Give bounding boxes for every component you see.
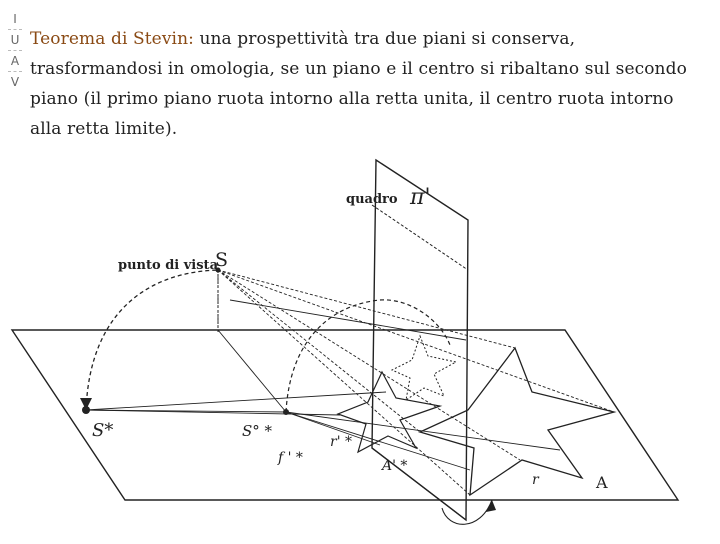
theorem-statement: una prospettività tra due piani si conserva, trasformandosi in omologia, se un piano e il centro si ribaltano sul secondo piano (il primo piano ruota intorno alla retta unita, il centro ruota intorno alla retta limite). (30, 29, 687, 139)
toolbar-item-2[interactable]: U (10, 33, 20, 47)
plane-rotation-arc (442, 500, 492, 524)
point-s-degree-star (283, 409, 289, 415)
toolbar-divider (8, 29, 22, 30)
label-pi: π' (410, 185, 431, 210)
vanishing-line (372, 205, 468, 270)
stevin-figure-drawing (0, 150, 720, 540)
toolbar-item-4[interactable]: V (10, 75, 20, 89)
side-toolbar (4, 10, 26, 91)
label-a-prime-star: A' * (382, 458, 408, 474)
horizontal-plane (12, 330, 678, 500)
label-s-star: S* (92, 420, 114, 441)
label-s-degree-star: S° * (242, 422, 273, 440)
toolbar-item-3[interactable]: A (10, 54, 20, 68)
label-f-star: f ' * (278, 450, 303, 466)
center-rotation-arc (286, 300, 450, 412)
viewpoint-rotation-arc (86, 270, 218, 410)
label-s: S (215, 249, 229, 271)
label-quadro: quadro (346, 192, 398, 207)
caption-text (30, 24, 690, 144)
toolbar-divider (8, 71, 22, 72)
toolbar-item-1[interactable]: I (13, 12, 17, 26)
point-s-star (82, 406, 90, 414)
stevin-figure (0, 150, 720, 540)
label-r-star: r' * (330, 434, 352, 450)
star-original (420, 348, 614, 495)
toolbar-divider (8, 50, 22, 51)
label-a: A (596, 473, 608, 492)
star-on-picture-plane (392, 336, 456, 400)
homology-rays (86, 300, 560, 470)
label-punto-di-vista: punto di vista (118, 258, 218, 273)
star-projected (338, 372, 440, 452)
theorem-title: Teorema di Stevin: (30, 29, 194, 49)
label-r: r (532, 472, 539, 488)
